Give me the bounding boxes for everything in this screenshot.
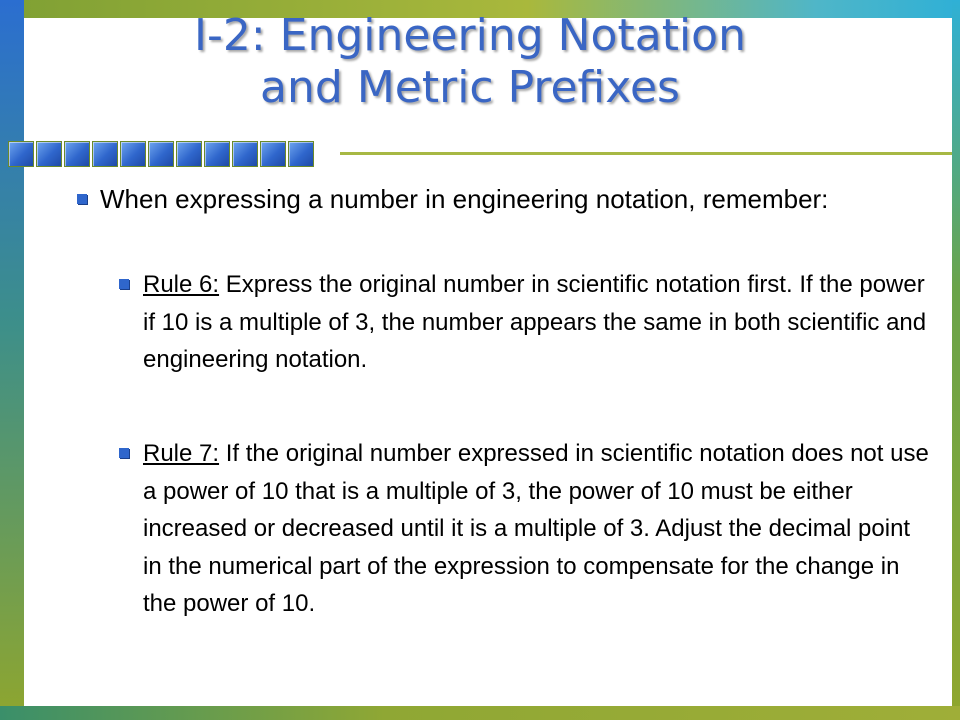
decorative-square bbox=[36, 141, 62, 167]
title-line-1: I-2: Engineering Notation bbox=[194, 10, 746, 61]
decorative-square bbox=[288, 141, 314, 167]
decorative-square bbox=[64, 141, 90, 167]
title-line-2: and Metric Prefixes bbox=[260, 62, 680, 113]
bullet-rule-7 bbox=[143, 435, 933, 623]
rule-6-text: Express the original number in scientific notation first. If the power if 10 is a multiple of 3, the number appears the same in both scientific and engineering notation. bbox=[143, 271, 927, 373]
decorative-square bbox=[92, 141, 118, 167]
decorative-square bbox=[148, 141, 174, 167]
decorative-square bbox=[204, 141, 230, 167]
bullet-square-icon bbox=[119, 279, 129, 289]
decorative-square bbox=[8, 141, 34, 167]
decorative-square bbox=[176, 141, 202, 167]
decorative-square bbox=[232, 141, 258, 167]
decorative-square-strip bbox=[8, 141, 314, 167]
decorative-square bbox=[120, 141, 146, 167]
slide-title bbox=[0, 10, 940, 114]
rule-7-text: If the original number expressed in scientific notation does not use a power of 10 that is a multiple of 3, the power of 10 must be either increased or decreased until it is a multiple of 3. Adjust the decimal point in the numerical part of the expression to compensate for the change in the power of 10. bbox=[143, 440, 929, 617]
bullet-square-icon bbox=[77, 194, 87, 204]
rule-6-label: Rule 6: bbox=[143, 271, 220, 298]
rule-7-label: Rule 7: bbox=[143, 440, 220, 467]
bullet-intro: When expressing a number in engineering notation, remember: bbox=[100, 184, 829, 214]
decorative-square bbox=[260, 141, 286, 167]
bullet-square-icon bbox=[119, 448, 129, 458]
title-divider-line bbox=[340, 152, 952, 155]
bullet-rule-6 bbox=[143, 266, 933, 379]
